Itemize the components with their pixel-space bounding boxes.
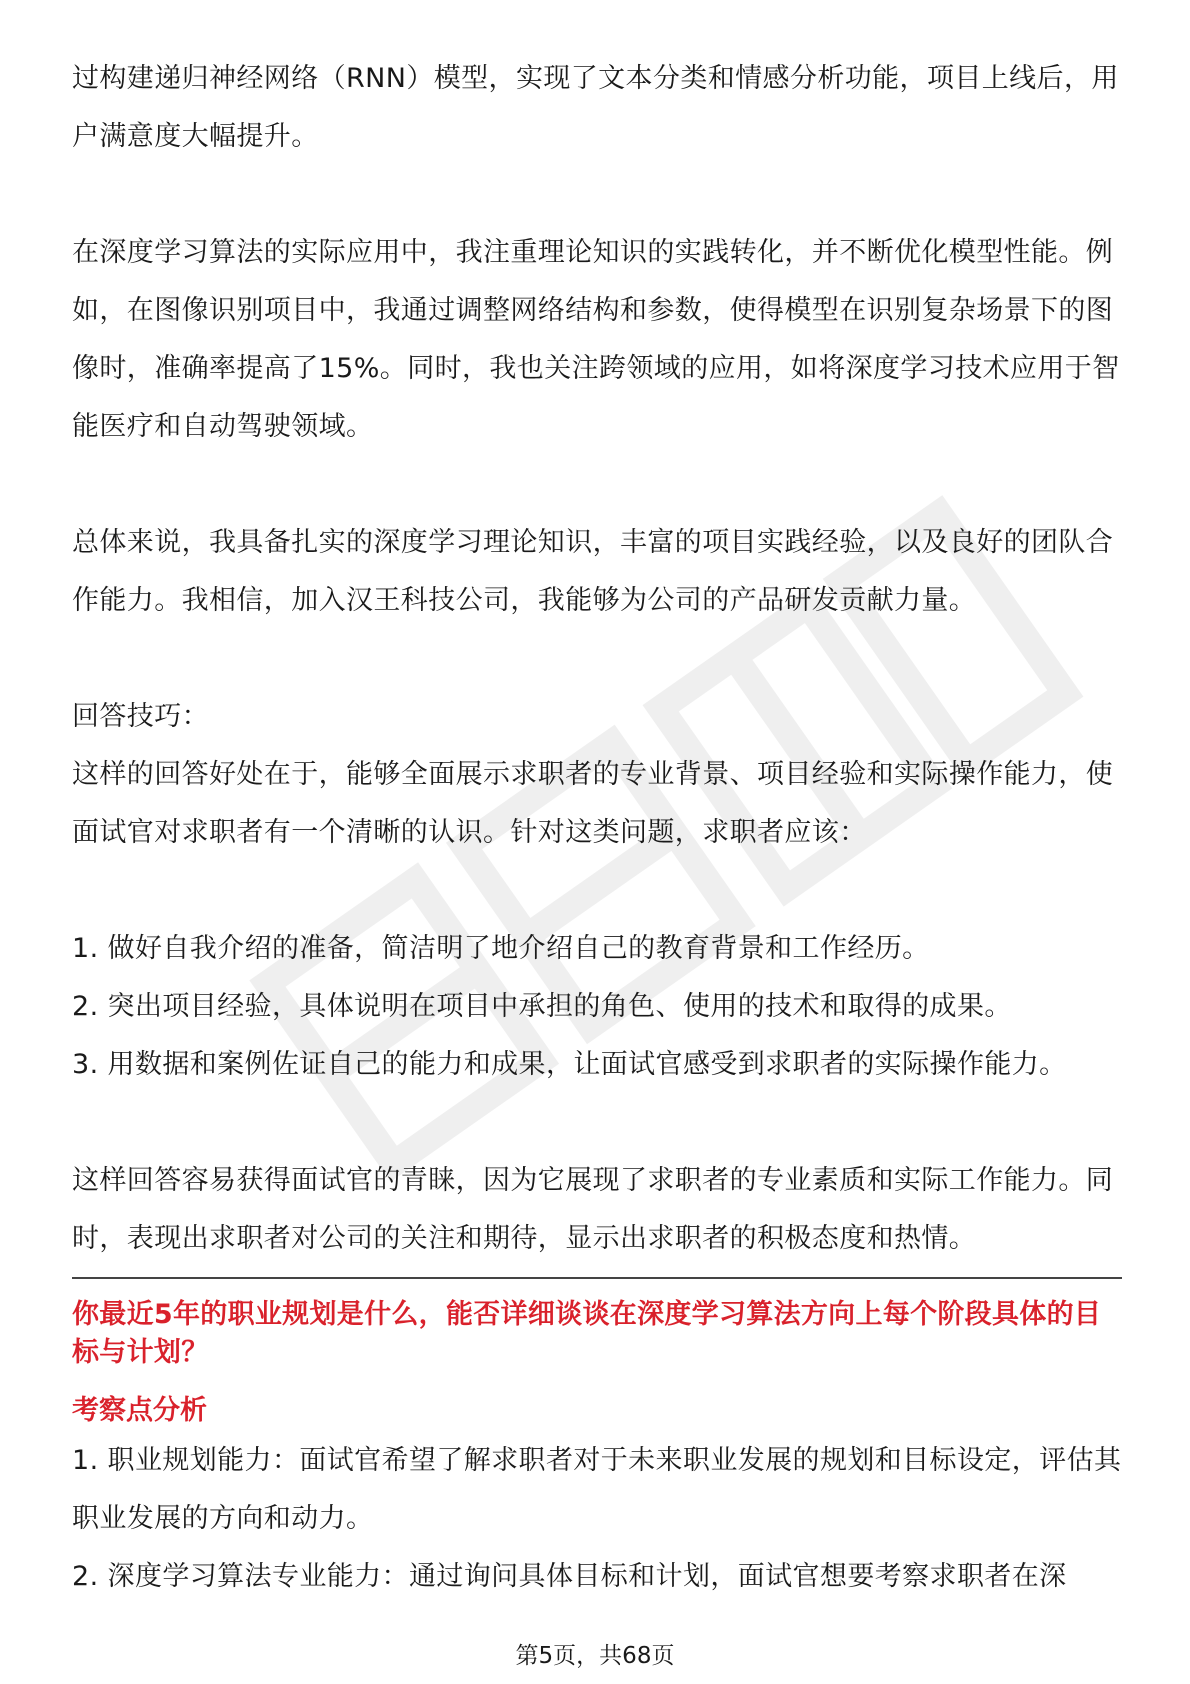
tips-list-item: 2. 突出项目经验，具体说明在项目中承担的角色、使用的技术和取得的成果。 [72,991,1012,1022]
analysis-list-item: 2. 深度学习算法专业能力：通过询问具体目标和计划，面试官想要考察求职者在深 [72,1561,1067,1592]
analysis-list-item: 1. 职业规划能力：面试官希望了解求职者对于未来职业发展的规划和目标设定，评估其职业发展的方向和动力。 [72,1445,1122,1534]
answer-paragraph: 过构建递归神经网络（RNN）模型，实现了文本分类和情感分析功能，项目上线后，用户满意度大幅提升。 [72,63,1119,152]
answer-body [72,50,1122,1268]
section-divider [72,1277,1122,1279]
tips-intro: 这样的回答好处在于，能够全面展示求职者的专业背景、项目经验和实际操作能力，使面试官对求职者有一个清晰的认识。针对这类问题，求职者应该： [72,759,1114,848]
analysis-heading: 考察点分析 [72,1395,207,1426]
analysis-list [72,1432,1122,1606]
tips-label: 回答技巧： [72,701,209,732]
tips-list-item: 1. 做好自我介绍的准备，简洁明了地介绍自己的教育背景和工作经历。 [72,933,930,964]
answer-paragraph: 在深度学习算法的实际应用中，我注重理论知识的实践转化，并不断优化模型性能。例如，在图像识别项目中，我通过调整网络结构和参数，使得模型在识别复杂场景下的图像时，准确率提高了15%。同时，我也关注跨领域的应用，如将深度学习技术应用于智能医疗和自动驾驶领域。 [72,237,1120,442]
tips-conclusion: 这样回答容易获得面试官的青睐，因为它展现了求职者的专业素质和实际工作能力。同时，表现出求职者对公司的关注和期待，显示出求职者的积极态度和热情。 [72,1165,1114,1254]
tips-list-item: 3. 用数据和案例佐证自己的能力和成果，让面试官感受到求职者的实际操作能力。 [72,1049,1067,1080]
interview-question: 你最近5年的职业规划是什么，能否详细谈谈在深度学习算法方向上每个阶段具体的目标与计划？ [72,1299,1102,1368]
page-number: 第5页，共68页 [515,1643,675,1669]
answer-paragraph: 总体来说，我具备扎实的深度学习理论知识，丰富的项目实践经验，以及良好的团队合作能力。我相信，加入汉王科技公司，我能够为公司的产品研发贡献力量。 [72,527,1114,616]
